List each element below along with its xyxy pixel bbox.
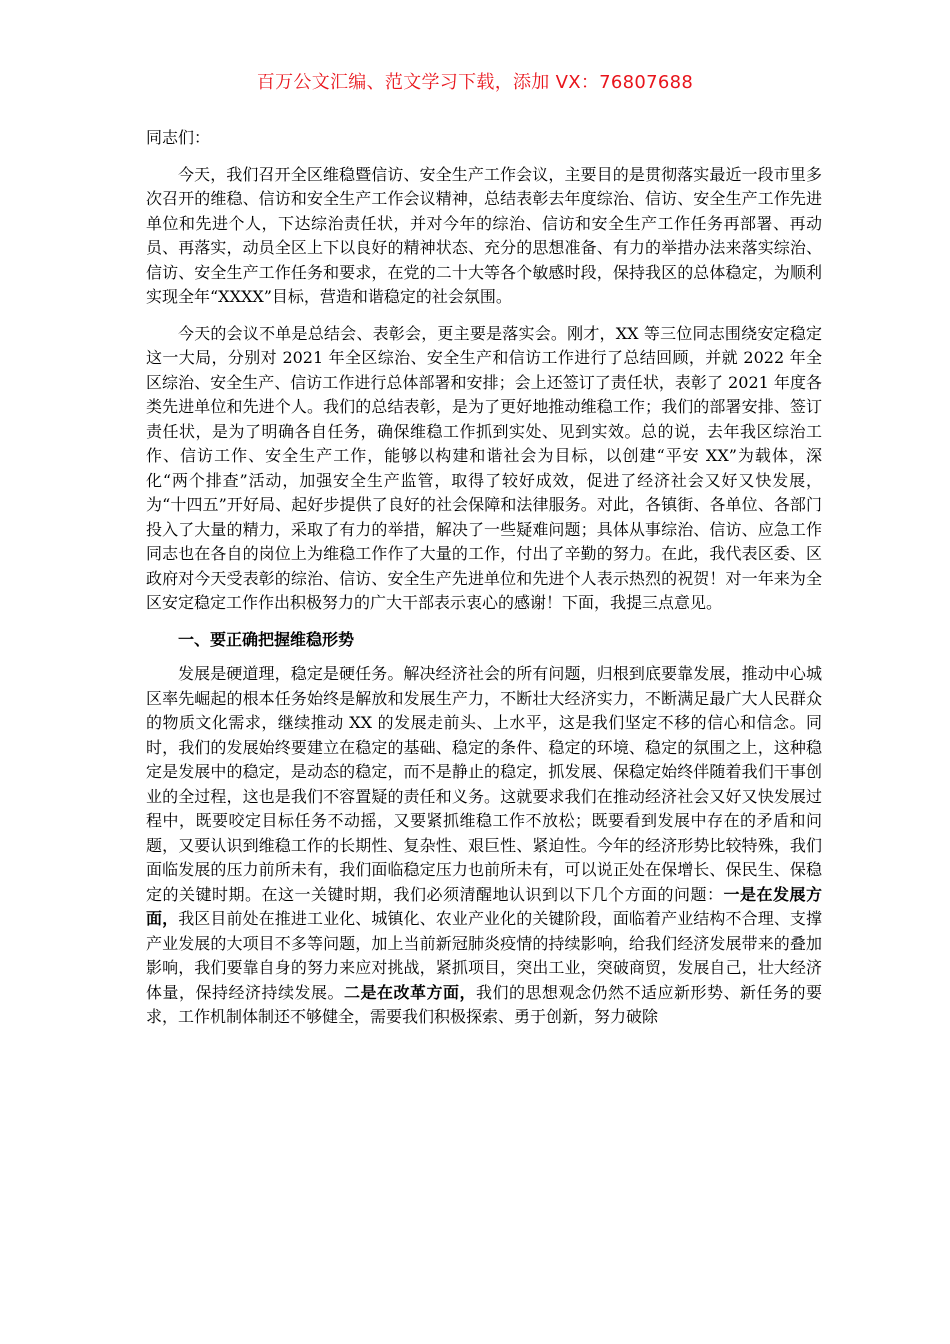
header-banner: 百万公文汇编、范文学习下载，添加 VX：76807688	[256, 72, 694, 93]
section-heading-1: 一、要正确把握维稳形势	[178, 629, 355, 649]
point-2-text: 我们的思想观念仍然不适应新形势、新任务的要求，工作机制体制还不够健全，需要我们积极探索、勇于创新，努力破除	[146, 982, 822, 1026]
point-1-label: 一是在发展方面，	[146, 884, 822, 928]
paragraph-1: 今天，我们召开全区维稳暨信访、安全生产工作会议，主要目的是贯彻落实最近一段市里多次召开的维稳、信访和安全生产工作会议精神，总结表彰去年度综治、信访、安全生产工作先进单位和先进个人，下达综治责任状，并对今年的综治、信访和安全生产工作任务再部署、再动员、再落实，动员全区上下以良好的精神状态、充分的思想准备、有力的举措办法来落实综治、信访、安全生产工作任务和要求，在党的二十大等各个敏感时段，保持我区的总体稳定，为顺利实现全年“XXXX”目标，营造和谐稳定的社会氛围。	[146, 164, 822, 306]
paragraph-2: 今天的会议不单是总结会、表彰会，更主要是落实会。刚才，XX 等三位同志围绕安定稳定这一大局，分别对 2021 年全区综治、安全生产和信访工作进行了总结回顾，并就 2022 年全区综治、安全生产、信访工作进行总体部署和安排；会上还签订了责任状，表彰了 2021 年度各类先进单位和先进个人。我们的总结表彰，是为了更好地推动维稳工作；我们的部署安排、签订责任状，是为了明确各自任务，确保维稳工作抓到实处、见到实效。总的说，去年我区综治工作、信访工作、安全生产工作，能够以构建和谐社会为目标，以创建“平安 XX”为载体，深化“两个排查”活动，加强安全生产监管，取得了较好成效，促进了经济社会又好又快发展，为“十四五”开好局、起好步提供了良好的社会保障和法律服务。对此，各镇街、各单位、各部门投入了大量的精力，采取了有力的举措，解决了一些疑难问题；具体从事综治、信访、应急工作同志也在各自的岗位上为维稳工作作了大量的工作，付出了辛勤的努力。在此，我代表区委、区政府对今天受表彰的综治、信访、安全生产先进单位和先进个人表示热烈的祝贺！对一年来为全区安定稳定工作作出积极努力的广大干部表示衷心的感谢！下面，我提三点意见。	[146, 323, 822, 612]
paragraph-3-main: 发展是硬道理，稳定是硬任务。解决经济社会的所有问题，归根到底要靠发展，推动中心城区率先崛起的根本任务始终是解放和发展生产力，不断壮大经济实力，不断满足最广大人民群众的物质文化需求，继续推动 XX 的发展走前头、上水平，这是我们坚定不移的信心和信念。同时，我们的发展始终要建立在稳定的基础、稳定的条件、稳定的环境、稳定的氛围之上，这种稳定是发展中的稳定，是动态的稳定，而不是静止的稳定，抓发展、保稳定始终伴随着我们干事创业的全过程，这也是我们不容置疑的责任和义务。这就要求我们在推动经济社会又好又快发展过程中，既要咬定目标任务不动摇，又要紧抓维稳工作不放松；既要看到发展中存在的矛盾和问题，又要认识到维稳工作的长期性、复杂性、艰巨性、紧迫性。今年的经济形势比较特殊，我们面临发展的压力前所未有，我们面临稳定压力也前所未有，可以说正处在保增长、保民生、保稳定的关键时期。在这一关键时期，我们必须清醒地认识到以下几个方面的问题：	[146, 664, 822, 904]
point-1-text: 我区目前处在推进工业化、城镇化、农业产业化的关键阶段，面临着产业结构不合理、支撑产业发展的大项目不多等问题，加上当前新冠肺炎疫情的持续影响，给我们经济发展带来的叠加影响，我们要靠自身的努力来应对挑战，紧抓项目，突出工业，突破商贸，发展自己，壮大经济体量，保持经济持续发展。	[146, 909, 822, 1002]
point-2-label: 二是在改革方面，	[344, 982, 476, 1002]
salutation: 同志们：	[146, 128, 211, 147]
paragraph-3	[146, 662, 822, 1030]
document-body	[146, 126, 822, 1042]
